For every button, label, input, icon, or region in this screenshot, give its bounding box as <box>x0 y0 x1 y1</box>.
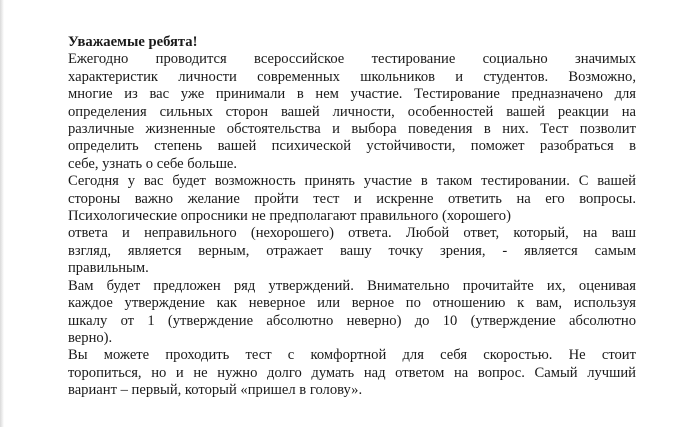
text-line-2: характеристик личности современных школьников и студентов. Возможно, <box>68 68 636 85</box>
text-line-19: торопиться, но и не нужно долго думать над ответом на вопрос. Самый лучший <box>68 364 636 381</box>
document-text <box>68 34 636 400</box>
text-line-8: Сегодня у вас будет возможность принять участие в таком тестировании. С вашей <box>68 173 636 190</box>
text-line-20: вариант – первый, который «пришел в голову». <box>68 382 363 399</box>
text-line-5: различные жизненные обстоятельства и выбора поведения в них. Тест позволит <box>68 121 636 138</box>
text-line-15: каждое утверждение как неверное или верное по отношению к вам, используя <box>68 295 636 312</box>
text-line-1: Ежегодно проводится всероссийское тестирование социально значимых <box>68 51 636 68</box>
text-line-12: взгляд, является верным, отражает вашу точку зрения, - является самым <box>68 242 636 259</box>
text-line-18: Вы можете проходить тест с комфортной для себя скоростью. Не стоит <box>68 347 636 364</box>
text-line-17: верно). <box>68 329 113 346</box>
document-heading: Уважаемые ребята! <box>68 34 198 50</box>
text-line-7: себе, узнать о себе больше. <box>68 155 238 172</box>
text-line-9: стороны важно желание пройти тест и искренне ответить на его вопросы. <box>68 190 636 207</box>
text-line-3: многие из вас уже принимали в нем участие. Тестирование предназначено для <box>68 86 636 103</box>
text-line-13: правильным. <box>68 260 149 277</box>
text-line-11: ответа и неправильного (нехорошего) ответа. Любой ответ, который, на ваш <box>68 225 636 242</box>
text-line-16: шкалу от 1 (утверждение абсолютно неверно) до 10 (утверждение абсолютно <box>68 312 636 329</box>
text-line-6: определить степень вашей психической устойчивости, поможет разобраться в <box>68 138 636 155</box>
text-line-4: определения сильных сторон вашей личности, особенностей вашей реакции на <box>68 103 636 120</box>
page-edge-shadow <box>0 0 4 427</box>
text-line-14: Вам будет предложен ряд утверждений. Внимательно прочитайте их, оценивая <box>68 277 636 294</box>
text-line-10: Психологические опросники не предполагают правильного (хорошего) <box>68 208 511 225</box>
